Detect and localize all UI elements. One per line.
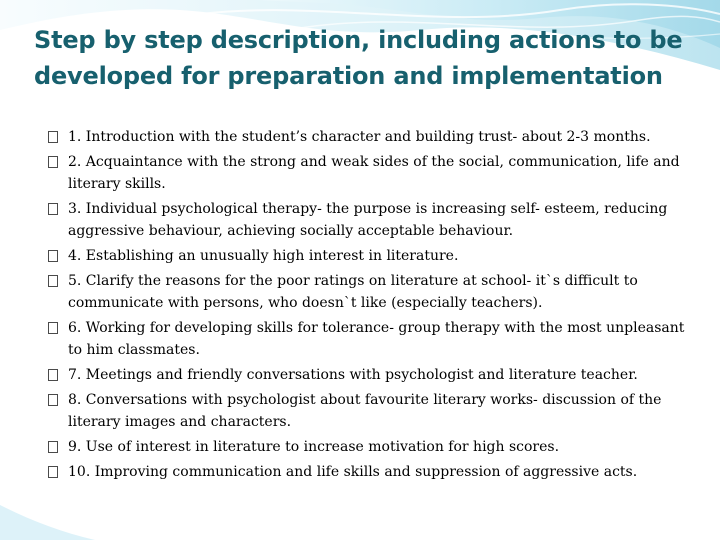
checkbox-bullet-icon (48, 275, 58, 287)
list-item (48, 317, 700, 361)
checkbox-bullet-icon (48, 131, 58, 143)
slide-title: Step by step description, including actions to be developed for preparation and implementation (34, 26, 683, 90)
list-item-text: 5. Clarify the reasons for the poor ratings on literature at school- it`s difficult to communicate with persons, who doesn`t like (especially teachers). (68, 273, 638, 311)
checkbox-bullet-icon (48, 441, 58, 453)
list-item (48, 198, 700, 242)
checkbox-bullet-icon (48, 203, 58, 215)
list-item-text: 6. Working for developing skills for tolerance- group therapy with the most unpleasant to him classmates. (68, 320, 685, 358)
list-item-text: 7. Meetings and friendly conversations with psychologist and literature teacher. (68, 367, 638, 383)
checkbox-bullet-icon (48, 369, 58, 381)
list-item (48, 364, 700, 386)
list-item (48, 245, 700, 267)
list-item (48, 151, 700, 195)
list-item-text: 10. Improving communication and life skills and suppression of aggressive acts. (68, 464, 638, 480)
bottom-left-wave (0, 505, 95, 540)
list-item-text: 3. Individual psychological therapy- the purpose is increasing self- esteem, reducing aggressive behaviour, achieving socially acceptable behaviour. (68, 201, 668, 239)
step-list (48, 126, 700, 486)
list-item-text: 1. Introduction with the student’s character and building trust- about 2-3 months. (68, 129, 651, 145)
checkbox-bullet-icon (48, 322, 58, 334)
list-item-text: 9. Use of interest in literature to increase motivation for high scores. (68, 439, 560, 455)
list-item (48, 270, 700, 314)
list-item-text: 2. Acquaintance with the strong and weak sides of the social, communication, life and literary skills. (68, 154, 680, 192)
list-item-text: 8. Conversations with psychologist about favourite literary works- discussion of the literary images and characters. (68, 392, 662, 430)
list-item-text: 4. Establishing an unusually high interest in literature. (68, 248, 459, 264)
checkbox-bullet-icon (48, 466, 58, 478)
list-item (48, 126, 700, 148)
list-item (48, 436, 700, 458)
list-item (48, 389, 700, 433)
checkbox-bullet-icon (48, 394, 58, 406)
checkbox-bullet-icon (48, 250, 58, 262)
checkbox-bullet-icon (48, 156, 58, 168)
list-item (48, 461, 700, 483)
